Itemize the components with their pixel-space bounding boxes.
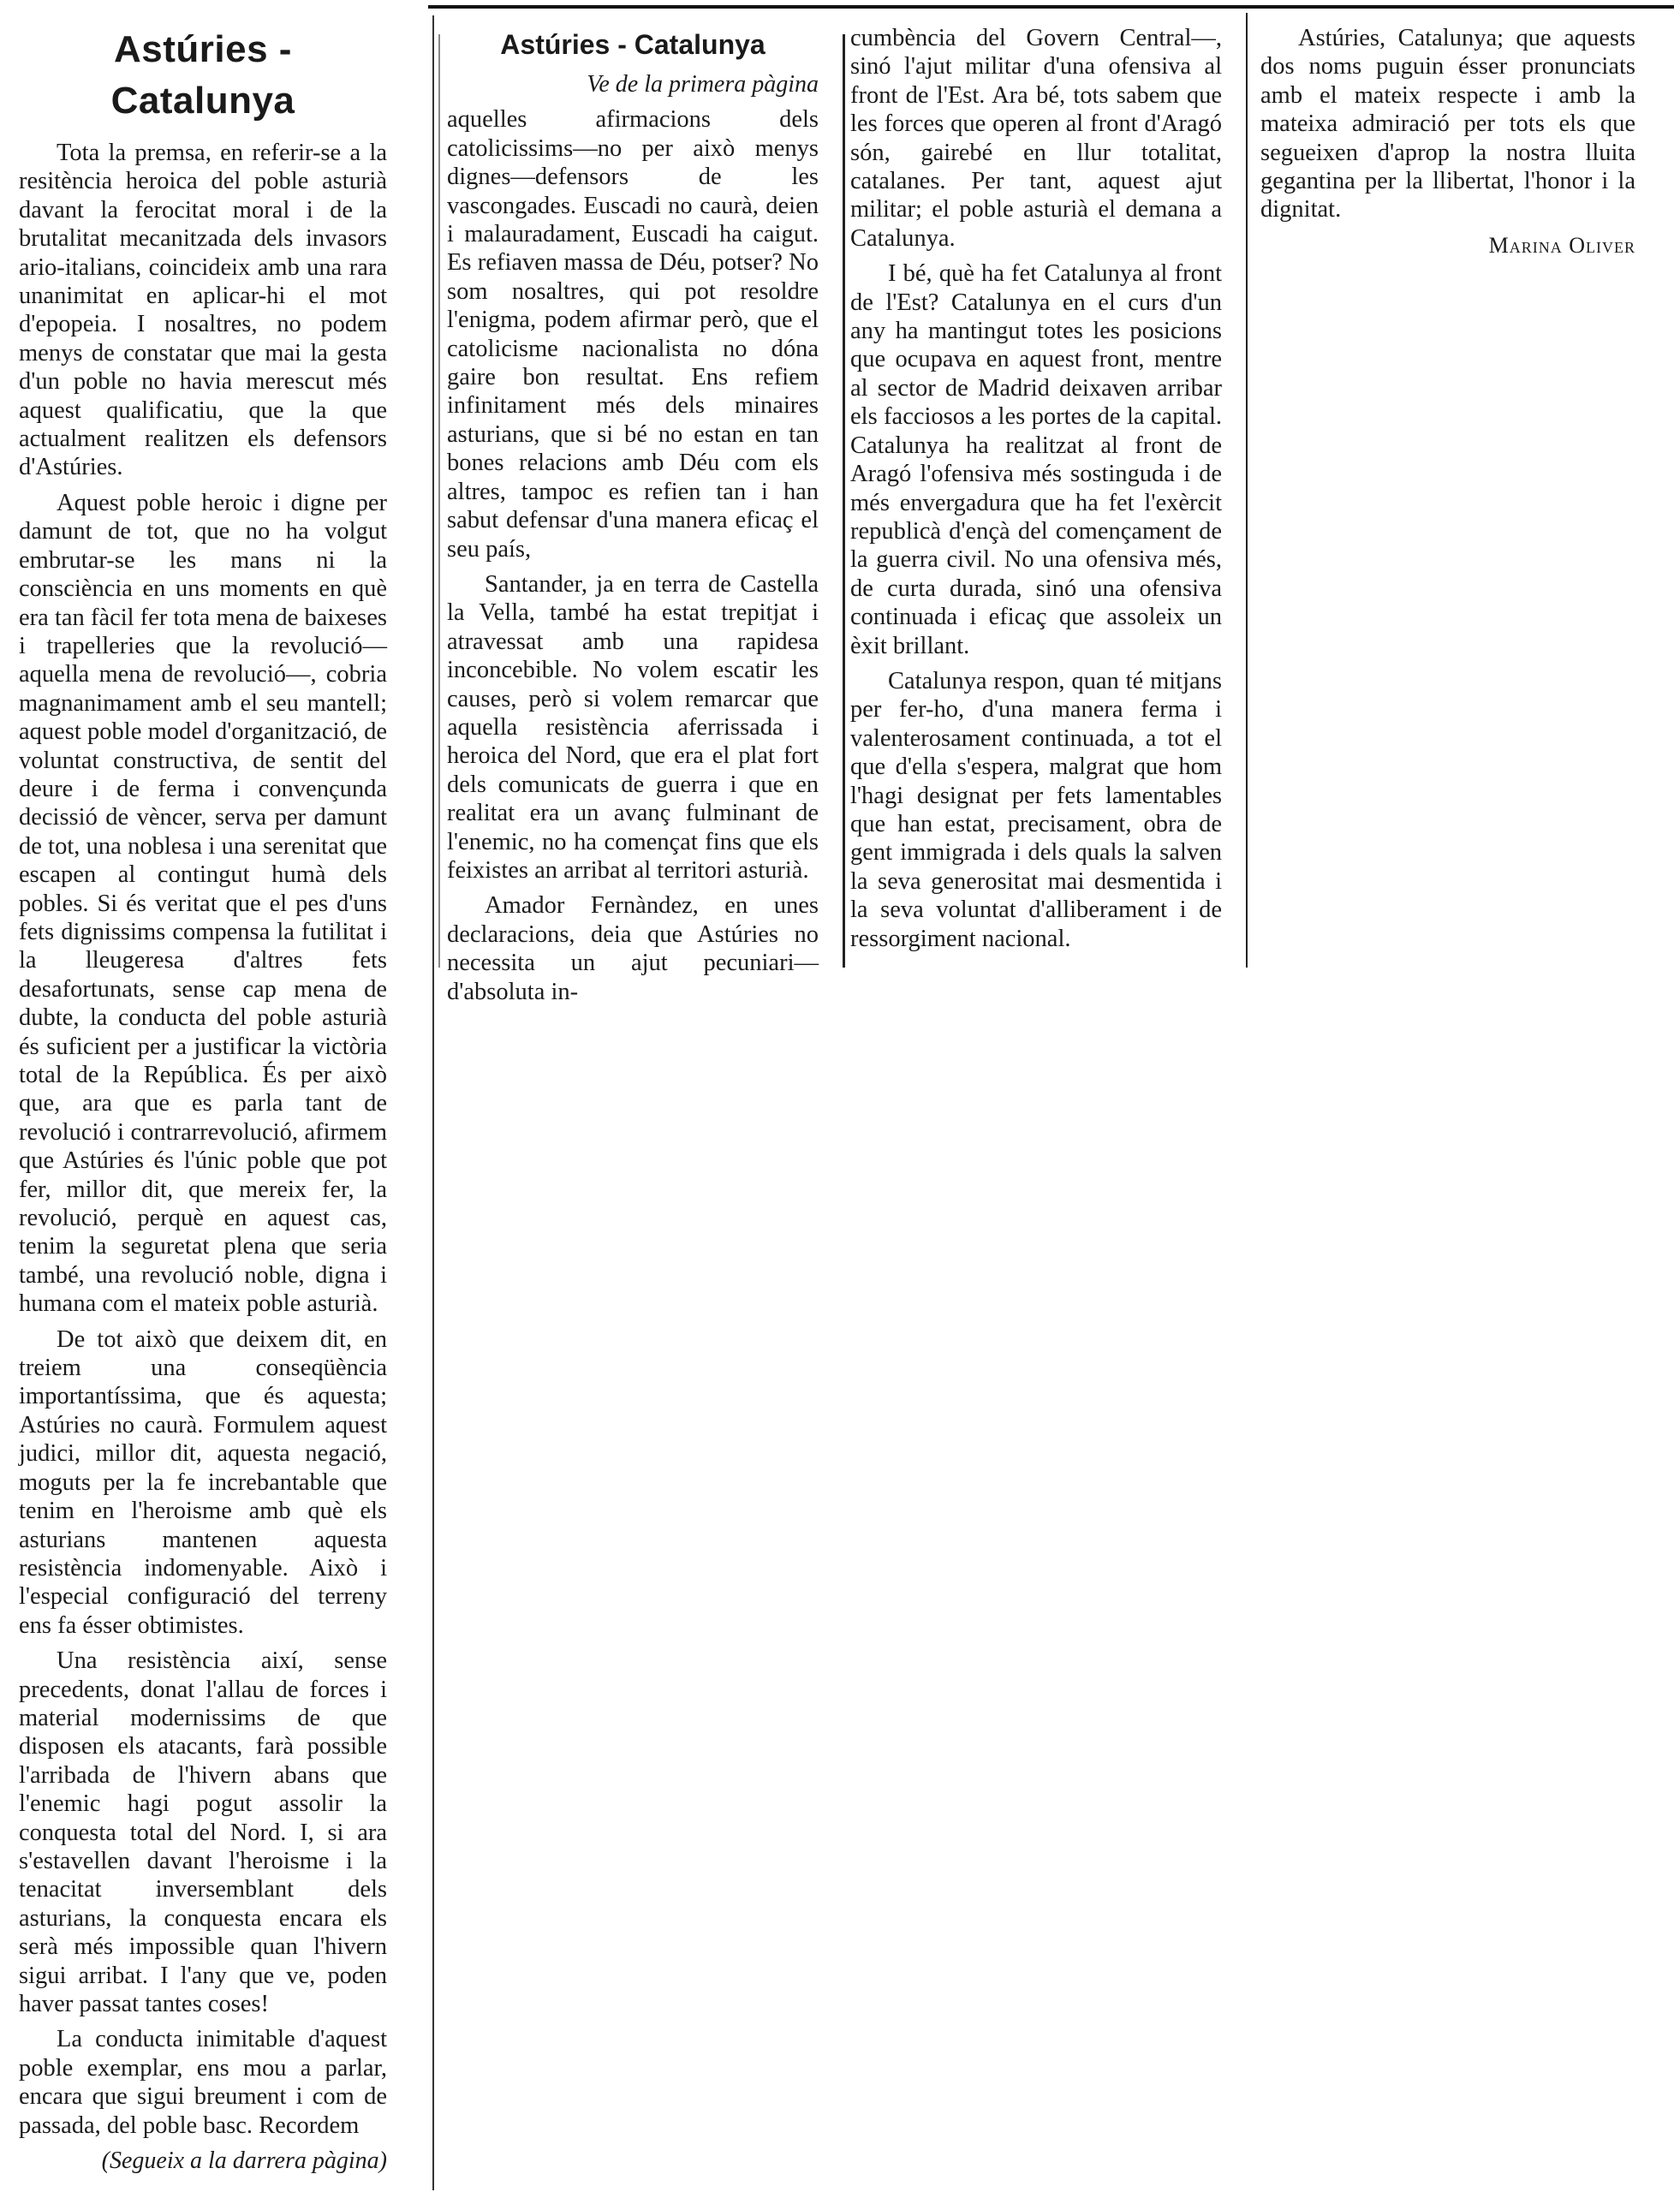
article-column-3: [850, 24, 1222, 960]
continuation-note: (Segueix a la darrera pàgina): [101, 2147, 387, 2175]
article-column-4: [1260, 24, 1635, 259]
top-rule: [428, 5, 1674, 9]
column-rule: [432, 15, 434, 2190]
column-rule: [843, 34, 845, 968]
column-rule: [1246, 13, 1248, 968]
continued-from-note: Ve de la primera pàgina: [587, 71, 819, 98]
column-rule: [438, 34, 440, 968]
headline: Astúries - Catalunya: [110, 28, 295, 122]
paragraph: La conducta inimitable d'aquest poble exemplar, ens mou a parlar, encara que sigui breument i com de passada, del poble basc. Recordem: [19, 2026, 387, 2139]
paragraph: Astúries, Catalunya; que aquests dos noms puguin ésser pronunciats amb el mateix respecte i amb la mateixa admiració per tots els que segueixen d'aprop la nostra lluita gegantina per la llibertat, l'honor i la dignitat.: [1260, 25, 1635, 223]
paragraph: I bé, què ha fet Catalunya al front de l'Est? Catalunya en el curs d'un any ha mantingut totes les posicions que ocupava en aquest front, mentre al sector de Madrid deixaven arribar els facciosos a les portes de la capital. Catalunya ha realitzat al front de Aragó l'ofensiva més sostinguda i de més envergadura que ha fet l'exèrcit republicà d'ençà del començament de la guerra civil. No una ofensiva més, de curta durada, sinó una ofensiva continuada i eficaç que assoleix un èxit brillant.: [850, 260, 1222, 659]
author-signature: Marina Oliver: [1488, 232, 1635, 258]
headline: Astúries - Catalunya: [500, 29, 766, 60]
paragraph: aquelles afirmacions dels catolicissims—no per això menys dignes—defensors de les vascongades. Euscadi no caurà, deien i malauradament, Euscadi ha caigut. Es refiaven massa de Déu, potser? No som nosaltres, qui pot resoldre l'enigma, podem afirmar però, que el catolicisme nacionalista no dóna gaire bon resultat. Ens refiem infinitament més dels minaires asturians, que si bé no estan en tan bones relacions amb Déu com els altres, tampoc es refien tan i han sabut defensar d'una manera eficaç el seu país,: [447, 106, 819, 563]
paragraph: De tot això que deixem dit, en treiem una conseqüència importantíssima, que és aquesta; Astúries no caurà. Formulem aquest judici, millor dit, aquesta negació, moguts per la fe increbantable que tenim en l'heroisme amb què els asturians mantenen aquesta resistència indomenyable. Això i l'especial configuració del terreny ens fa ésser obtimistes.: [19, 1325, 387, 1639]
paragraph: cumbència del Govern Central—, sinó l'ajut militar d'una ofensiva al front de l'Est. Ara bé, tots sabem que les forces que operen al front d'Aragó són, gairebé en llur totalitat, catalanes. Per tant, aquest ajut militar; el poble asturià el demana a Catalunya.: [850, 25, 1222, 252]
paragraph: Tota la premsa, en referir-se a la resitència heroica del poble asturià davant la ferocitat moral i de la brutalitat mecanitzada dels invasors ario-italians, coincideix amb una rara unanimitat en aplicar-hi el mot d'epopeia. I nosaltres, no podem menys de constatar que mai la gesta d'un poble no havia merescut més aquest qualificatiu, que la que actualment realitzen els defensors d'Astúries.: [19, 140, 387, 481]
paragraph: Una resistència així, sense precedents, donat l'allau de forces i material modernissims de que disposen els atacants, farà possible l'arribada de l'hivern abans que l'enemic hagi pogut assolir la conquesta total del Nord. I, si ara s'estavellen davant l'heroisme i la tenacitat inversemblant dels asturians, la conquesta encara els serà més impossible quan l'hivern sigui arribat. I l'any que ve, poden haver passat tantes coses!: [19, 1647, 387, 2017]
paragraph: Catalunya respon, quan té mitjans per fer-ho, d'una manera ferma i valenterosament continuada, a tot el que d'ella s'espera, malgrat que hom l'hagi designat per fets lamentables que han estat, precisament, obra de gent immigrada i dels quals la salven la seva generositat mai desmentida i la seva voluntat d'alliberament i de ressorgiment nacional.: [850, 667, 1222, 952]
article-front-column: [19, 24, 387, 2175]
paragraph: Santander, ja en terra de Castella la Vella, també ha estat trepitjat i atravessat amb una rapidesa inconcebible. No volem escatir les causes, però si volem remarcar que aquella resistència aferrissada i heroica del Nord, que era el plat fort dels comunicats de guerra i que en realitat era un avanç fulminant de l'enemic, no ha començat fins que els feixistes an arribat al territori asturià.: [447, 570, 819, 884]
paragraph: Amador Fernàndez, en unes declaracions, deia que Astúries no necessita un ajut pecuniari—d'absoluta in-: [447, 892, 819, 1005]
article-continued-column: [447, 27, 819, 1013]
paragraph: Aquest poble heroic i digne per damunt de tot, que no ha volgut embrutar-se les mans ni la consciència en uns moments en què era tan fàcil fer tota mena de baixeses i trapelleries que la revolució—aquella mena de revolució—, cobria magnanimament amb el seu mantell; aquest poble model d'organització, de voluntat constructiva, de sentit del deure i de ferma i convençunda decissió de vèncer, serva per damunt de tot, una noblesa i una serenitat que escapen al contingut humà dels pobles. Si és veritat que el pes d'uns fets dignissims compensa la futilitat i la lleugeresa d'altres fets desafortunats, sense cap mena de dubte, la conducta del poble asturià és suficient per a justificar la victòria total de la República. És per això que, ara que es parla tant de revolució i contrarrevolució, afirmem que Astúries és l'únic poble que pot fer, millor dit, que mereix fer, la revolució, perquè en aquest cas, tenim la seguretat plena que seria també, una revolució noble, digna i humana com el mateix poble asturià.: [19, 489, 387, 1318]
